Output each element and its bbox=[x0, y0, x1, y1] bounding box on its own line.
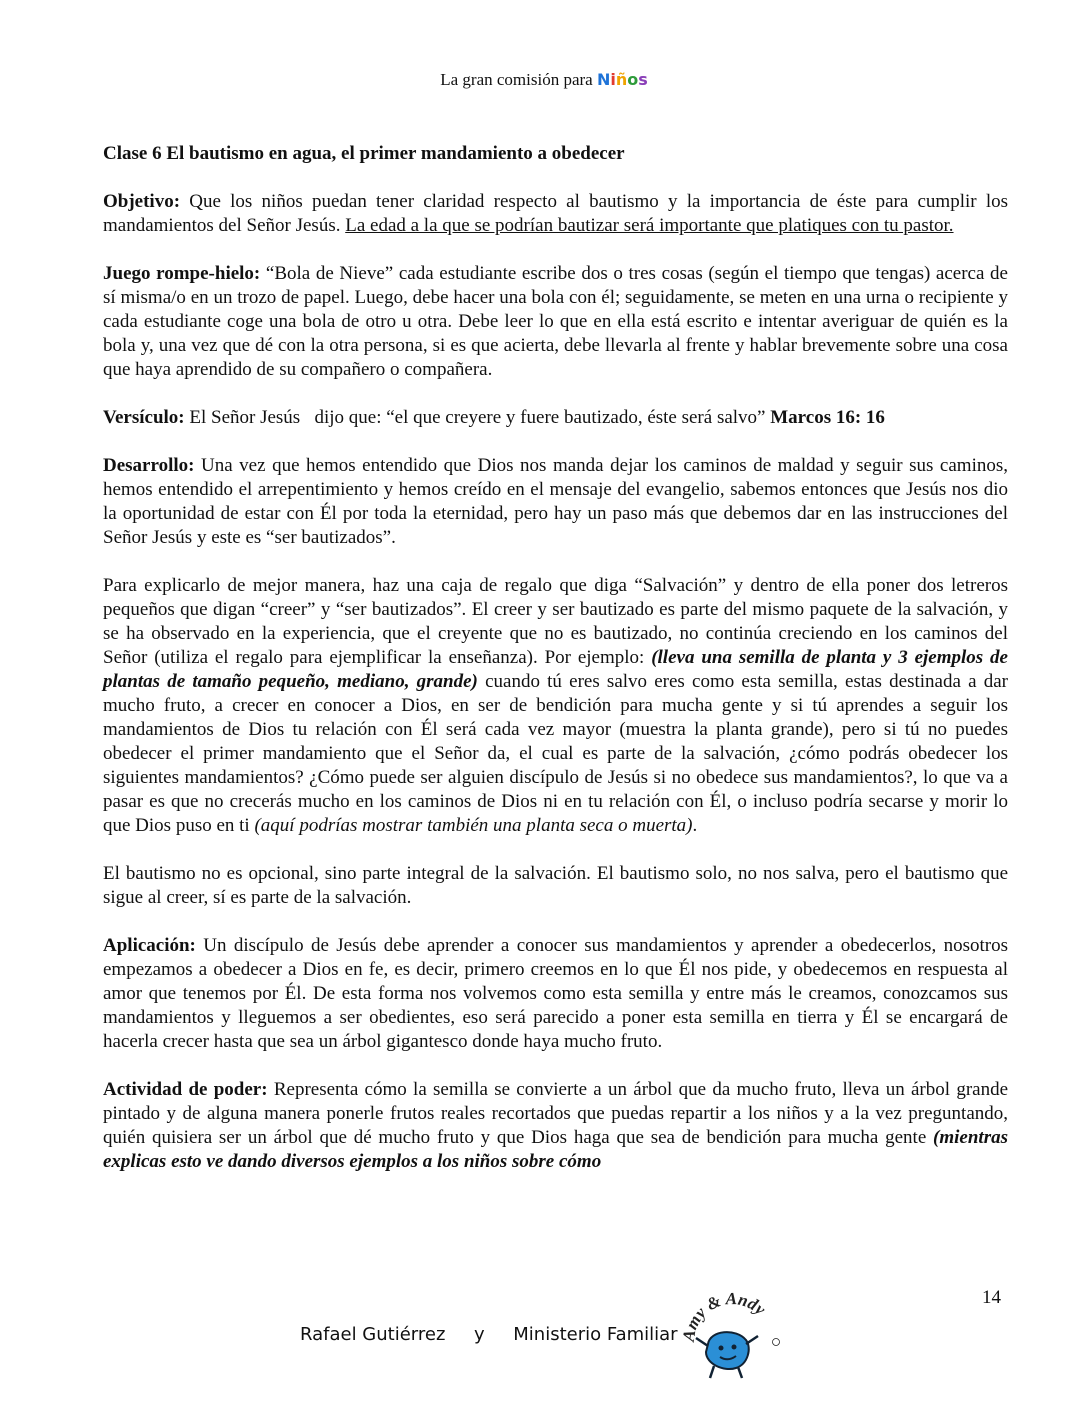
amy-andy-logo bbox=[676, 1280, 786, 1390]
aplicacion-text: Un discípulo de Jesús debe aprender a conocer sus mandamientos y aprender a obedecerlos, nosotros empezamos a obedecer a Dios en fe, es decir, primero creemos en lo que Él nos pide, y obedecemos en respuesta al amor que tenemos por Él. De esta forma nos volvemos como esta semilla y entre más le creamos, conozcamos sus mandamientos y lleguemos a ser obedientes, eso será parecido a poner esta semilla en tierra y Él se encargará de hacerla crecer hasta que sea un árbol gigantesco donde haya mucho fruto. bbox=[103, 935, 1008, 1052]
actividad-text: Representa cómo la semilla se convierte a un árbol que da mucho fruto, lleva un árbol grande pintado y de alguna manera ponerle frutos reales recortados que puedas repartir a los niños y a la vez preguntando, quién quisiera ser un árbol que dé mucho fruto y que Dios haga que sea de bendición para mucha gente bbox=[103, 1079, 1009, 1148]
objetivo-paragraph bbox=[103, 190, 1008, 238]
versiculo-label: Versículo: bbox=[103, 407, 185, 428]
actividad-paragraph bbox=[103, 1078, 1008, 1174]
kids-letter: i bbox=[610, 70, 616, 89]
kids-letter: ñ bbox=[615, 70, 628, 89]
aplicacion-paragraph bbox=[103, 934, 1008, 1054]
page-footer: Rafael Gutiérrez y Ministerio Familiar bbox=[300, 1324, 678, 1345]
juego-label: Juego rompe-hielo: bbox=[103, 263, 261, 284]
kids-letter: o bbox=[627, 70, 639, 89]
page-header bbox=[0, 70, 1088, 90]
versiculo-ref: Marcos 16: 16 bbox=[770, 407, 885, 428]
objetivo-label: Objetivo: bbox=[103, 191, 181, 212]
lesson-title: Clase 6 El bautismo en agua, el primer mandamiento a obedecer bbox=[103, 143, 625, 164]
actividad-label: Actividad de poder: bbox=[103, 1079, 268, 1100]
aplicacion-label: Aplicación: bbox=[103, 935, 196, 956]
desarrollo-text: Una vez que hemos entendido que Dios nos manda dejar los caminos de maldad y seguir sus caminos, hemos entendido el arrepentimiento y hemos creído en el mensaje del evangelio, sabemos entonces que Jesús nos dio la oportunidad de estar con Él por toda la eternidad, pero hay un paso más que debemos dar en las instrucciones del Señor Jesús y este es “ser bautizados”. bbox=[103, 455, 1008, 548]
svg-text:Amy & Andy: Amy & Andy bbox=[678, 1289, 770, 1343]
document-body bbox=[103, 142, 1008, 1174]
versiculo-paragraph bbox=[103, 406, 1008, 430]
juego-paragraph bbox=[103, 262, 1008, 382]
kids-letter: s bbox=[638, 70, 648, 89]
desarrollo-paragraph bbox=[103, 454, 1008, 550]
page-number: 14 bbox=[982, 1287, 1001, 1308]
versiculo-text: El Señor Jesús dijo que: “el que creyere y fuere bautizado, éste será salvo” bbox=[184, 407, 771, 428]
header-kids-word bbox=[597, 70, 648, 89]
desarrollo-label: Desarrollo: bbox=[103, 455, 195, 476]
explicar-text-3: . bbox=[692, 815, 698, 836]
explicar-italic-2: (aquí podrías mostrar también una planta seca o muerta) bbox=[254, 815, 693, 836]
kids-letter: N bbox=[596, 70, 611, 89]
objetivo-underlined: La edad a la que se podrían bautizar será importante que platiques con tu pastor. bbox=[345, 215, 954, 236]
actividad-italic: (mientras explicas esto ve dando diversos ejemplos a los niños sobre cómo bbox=[103, 1127, 1008, 1172]
explicar-paragraph bbox=[103, 574, 1008, 838]
explicar-text-2: cuando tú eres salvo eres como esta semilla, estas destinada a dar mucho fruto, a crecer en conocer a Dios, en ser de bendición para mucha gente y si tú aprendes a seguir los mandamientos de Dios tu relación con Él será cada vez mayor (muestra la planta grande), pero si tú no puedes obedecer el primer mandamiento que el Señor da, el cual es parte de la salvación, ¿cómo podrás obedecer los siguientes mandamientos? ¿Cómo puede ser alguien discípulo de Jesús si no obedece sus mandamientos?, lo que va a pasar es que no crecerás mucho en los caminos de Dios ni en tu relación con Él, o incluso podría secarse y morir lo que Dios puso en ti bbox=[103, 671, 1008, 836]
bautismo-paragraph: El bautismo no es opcional, sino parte integral de la salvación. El bautismo solo, no nos salva, pero el bautismo que sigue al creer, sí es parte de la salvación. bbox=[103, 863, 1008, 908]
header-prefix: La gran comisión para bbox=[440, 70, 597, 89]
explicar-text-1: Para explicarlo de mejor manera, haz una caja de regalo que diga “Salvación” y dentro de ella poner dos letreros pequeños que digan “creer” y “ser bautizados”. El creer y ser bautizado es parte del mismo paquete de la salvación, y se ha observado en la experiencia, que el creyente que no es bautizado, no continúa creciendo en los caminos del Señor (utiliza el regalo para ejemplificar la enseñanza). Por ejemplo: bbox=[103, 575, 1008, 668]
juego-text: “Bola de Nieve” cada estudiante escribe dos o tres cosas (según el tiempo que tengas) acerca de sí misma/o en un trozo de papel. Luego, debe hacer una bola con él; seguidamente, se meten en una urna o recipiente y cada estudiante coge una bola de otro u otra. Debe leer lo que en ella está escrito e intentar averiguar de quién es la bola y, una vez que dé con la otra persona, si es que acierta, debe llevarla al frente y hablar brevemente sobre una cosa que haya aprendido de su compañero o compañera. bbox=[103, 263, 1008, 380]
explicar-italic-1: (lleva una semilla de planta y 3 ejemplos de plantas de tamaño pequeño, mediano, grande) bbox=[103, 647, 1008, 692]
objetivo-text: Que los niños puedan tener claridad respecto al bautismo y la importancia de éste para cumplir los mandamientos del Señor Jesús. bbox=[103, 191, 1008, 236]
